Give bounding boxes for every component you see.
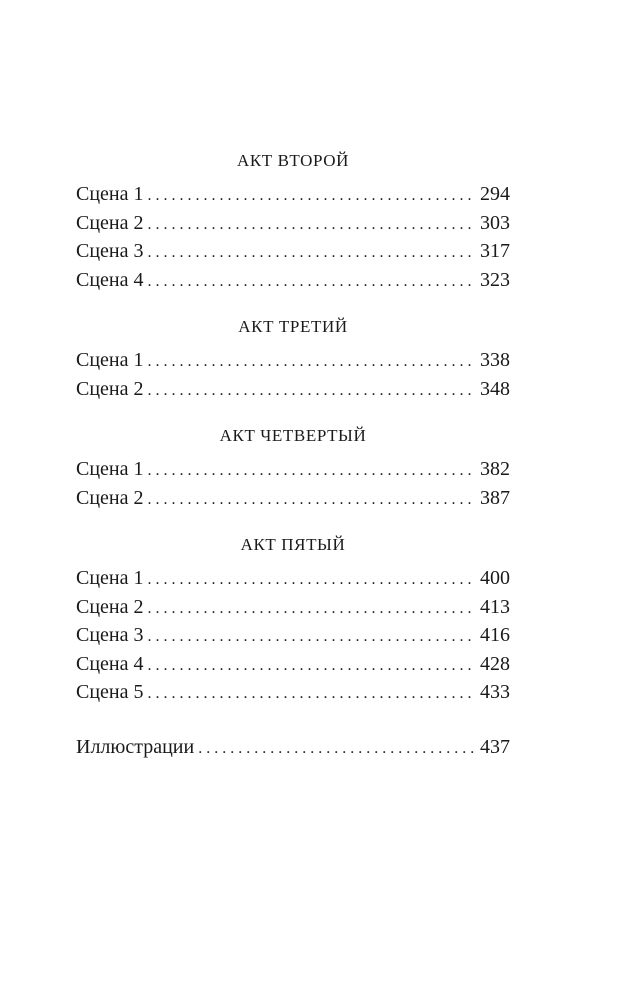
entry-label: Сцена 5 <box>76 681 144 703</box>
toc-entry[interactable] <box>76 180 510 209</box>
scene-list <box>76 346 510 403</box>
dot-leader <box>148 680 475 709</box>
entry-label: Сцена 4 <box>76 652 144 675</box>
illustrations-section <box>76 733 510 762</box>
entry-label: Сцена 1 <box>76 458 144 480</box>
entry-page-number: 317 <box>480 240 510 262</box>
act-heading: АКТ ЧЕТВЕРТЫЙ <box>219 426 367 445</box>
entry-label: Иллюстрации <box>76 735 195 758</box>
scene-list <box>76 564 510 707</box>
entry-label: Сцена 1 <box>76 567 144 589</box>
scene-list <box>76 180 510 294</box>
entry-page-number: 387 <box>480 486 510 509</box>
dot-leader <box>148 182 475 211</box>
entry-page-number: 303 <box>480 211 510 234</box>
table-of-contents <box>76 148 510 761</box>
act-fifth <box>76 532 510 707</box>
dot-leader <box>148 457 475 486</box>
dot-leader <box>148 623 475 652</box>
dot-leader <box>148 652 475 681</box>
toc-entry[interactable] <box>76 209 510 238</box>
entry-label: Сцена 2 <box>76 486 144 509</box>
dot-leader <box>148 348 475 377</box>
toc-entry[interactable] <box>76 564 510 593</box>
entry-page-number: 413 <box>480 595 510 618</box>
act-heading: АКТ ТРЕТИЙ <box>238 317 348 336</box>
act-fourth <box>76 423 510 512</box>
dot-leader <box>148 211 475 240</box>
entry-page-number: 437 <box>480 735 510 758</box>
toc-entry[interactable] <box>76 484 510 513</box>
entry-page-number: 323 <box>480 268 510 291</box>
entry-label: Сцена 1 <box>76 183 144 205</box>
toc-entry[interactable] <box>76 650 510 679</box>
entry-label: Сцена 2 <box>76 377 144 400</box>
toc-entry[interactable] <box>76 375 510 404</box>
scene-list <box>76 455 510 512</box>
toc-entry[interactable] <box>76 346 510 375</box>
entry-label: Сцена 4 <box>76 268 144 291</box>
dot-leader <box>148 377 475 406</box>
act-heading: АКТ ВТОРОЙ <box>236 151 350 170</box>
entry-label: Сцена 3 <box>76 240 144 262</box>
entry-page-number: 382 <box>480 458 510 480</box>
entry-label: Сцена 3 <box>76 624 144 646</box>
act-heading: АКТ ПЯТЫЙ <box>240 535 346 554</box>
dot-leader <box>198 735 474 764</box>
toc-entry[interactable] <box>76 593 510 622</box>
toc-entry[interactable] <box>76 678 510 707</box>
entry-label: Сцена 2 <box>76 211 144 234</box>
entry-page-number: 428 <box>480 652 510 675</box>
toc-entry[interactable] <box>76 455 510 484</box>
dot-leader <box>148 566 475 595</box>
entry-page-number: 433 <box>480 681 510 703</box>
dot-leader <box>148 595 475 624</box>
dot-leader <box>148 268 475 297</box>
toc-entry[interactable] <box>76 621 510 650</box>
toc-entry[interactable] <box>76 266 510 295</box>
dot-leader <box>148 486 475 515</box>
act-second <box>76 148 510 294</box>
entry-page-number: 294 <box>480 183 510 205</box>
entry-label: Сцена 2 <box>76 595 144 618</box>
entry-label: Сцена 1 <box>76 349 144 371</box>
act-third <box>76 314 510 403</box>
toc-entry-illustrations[interactable] <box>76 733 510 762</box>
toc-entry[interactable] <box>76 237 510 266</box>
dot-leader <box>148 239 475 268</box>
entry-page-number: 416 <box>480 624 510 646</box>
entry-page-number: 338 <box>480 349 510 371</box>
entry-page-number: 400 <box>480 567 510 589</box>
entry-page-number: 348 <box>480 377 510 400</box>
